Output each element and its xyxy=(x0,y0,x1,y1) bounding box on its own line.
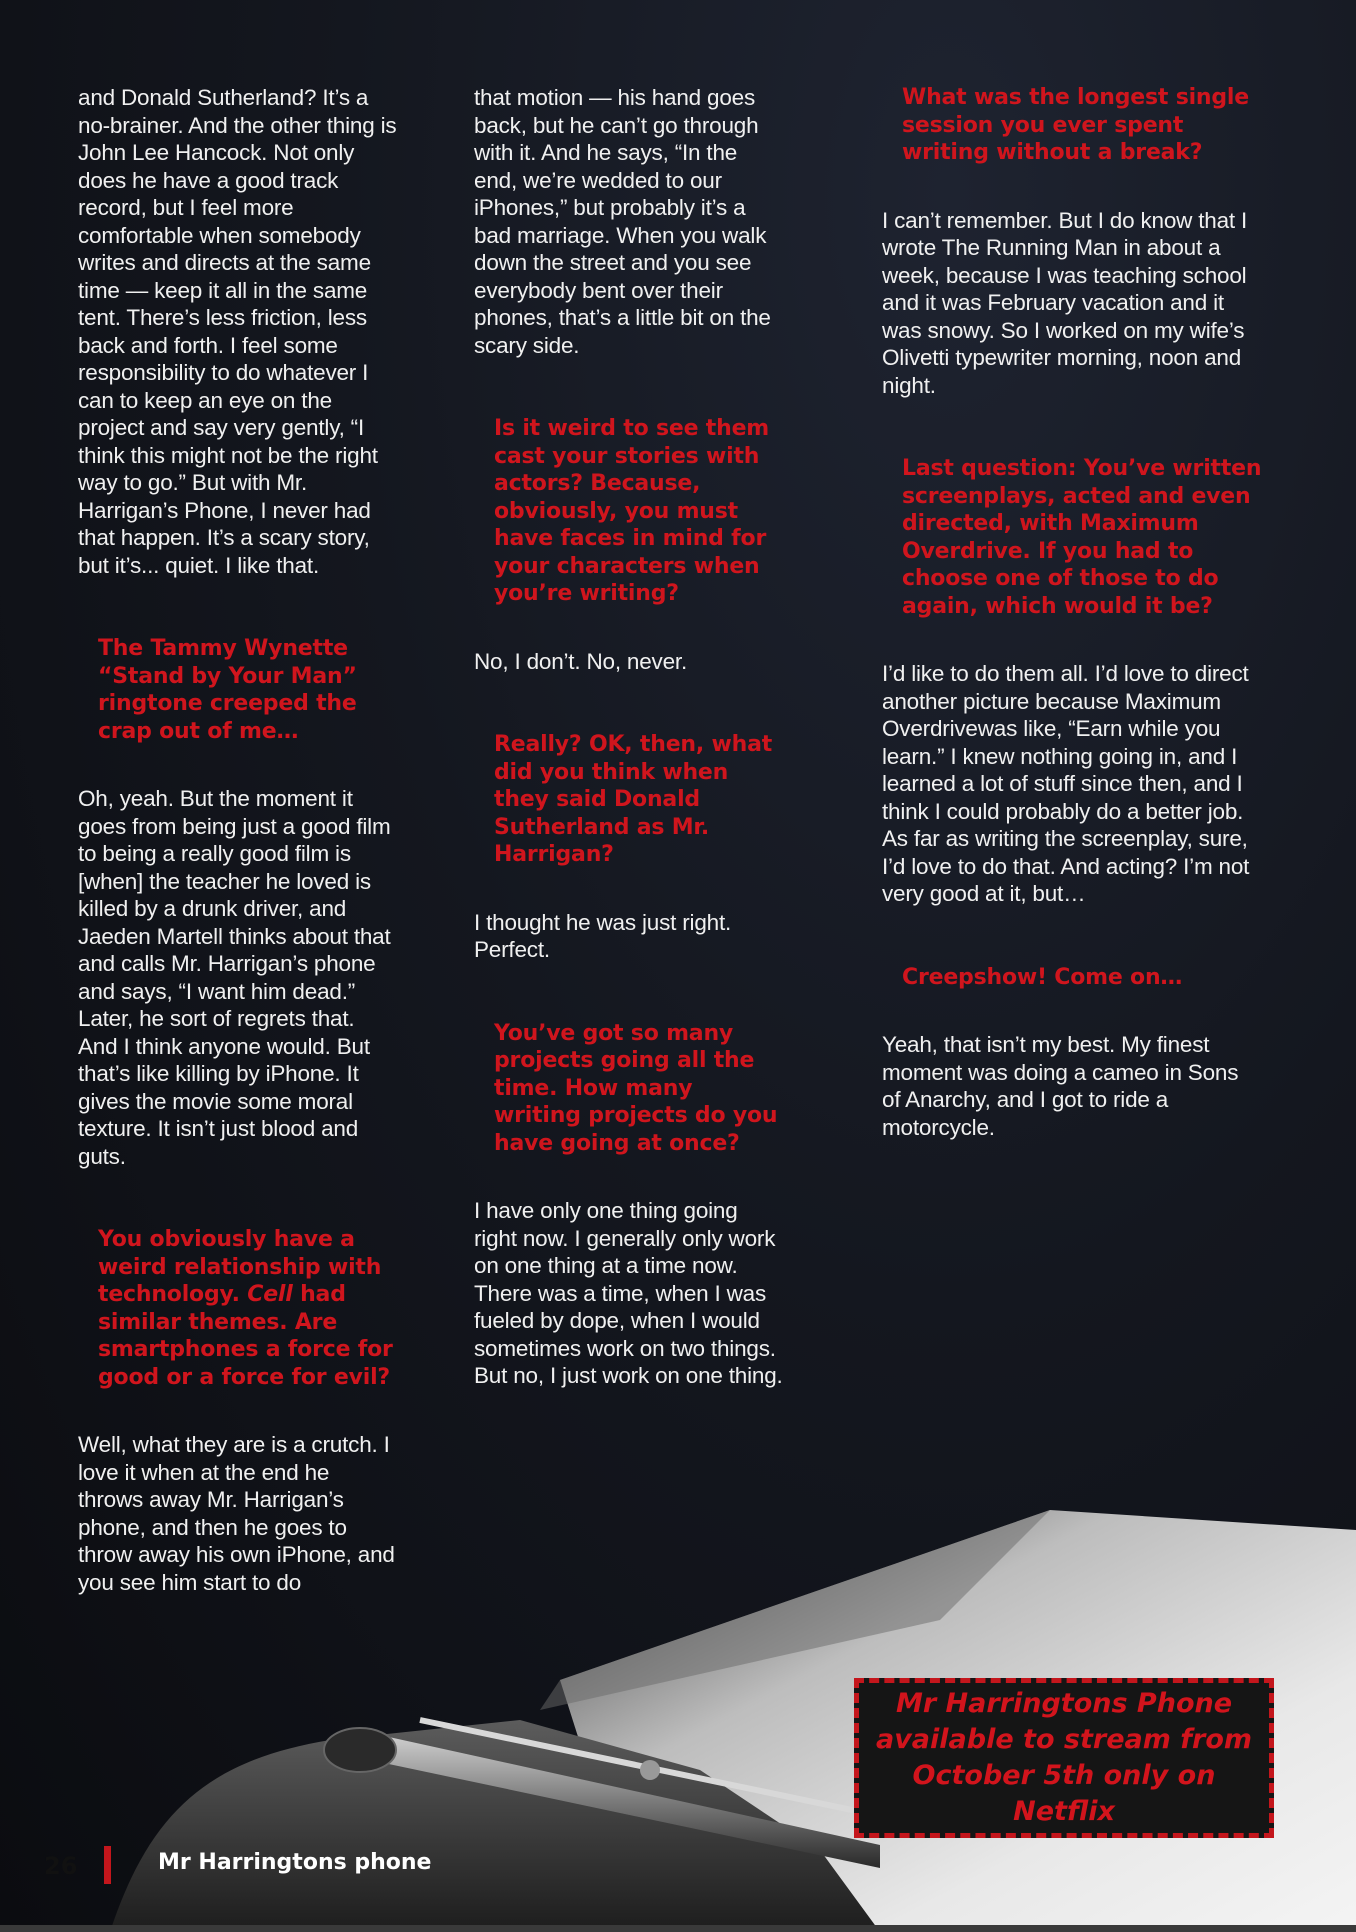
callout-line: Mr Harringtons Phone xyxy=(895,1688,1233,1719)
question-heading: The Tammy Wynette “Stand by Your Man” ringtone creeped the crap out of me… xyxy=(98,636,357,744)
callout-line: available to stream from xyxy=(875,1724,1253,1755)
answer-text: I thought he was just right. Perfect. xyxy=(474,909,732,962)
answer-text: Yeah, that isn’t my best. My finest moment was doing a cameo in Sons of Anarchy, and I got to ride a motorcycle. xyxy=(882,1032,1239,1140)
page-number: 26 xyxy=(44,1852,78,1880)
footer-divider xyxy=(104,1846,111,1884)
callout-line: October 5th only on Netflix xyxy=(912,1760,1216,1827)
question-text: You obviously have a weird relationship with technology. xyxy=(98,1227,382,1307)
question-text: had similar themes. Are smartphones a force for good or a force for evil? xyxy=(98,1282,393,1390)
column-2 xyxy=(474,84,784,1446)
answer-text: I can’t remember. But I do know that I wrote The Running Man in about a week, because I was teaching school and it was February vacation and it was snowy. So I worked on my wife’s Olivetti typewriter morning, noon and night. xyxy=(882,207,1248,398)
question-heading: You’ve got so many projects going all the time. How many writing projects do you have going at once? xyxy=(494,1020,778,1156)
column-1 xyxy=(78,84,398,1652)
answer-text: I’d like to do them all. I’d love to direct another picture because Maximum Overdrivewas like, “Earn while you learn.” I knew nothing going in, and I learned a lot of stuff since then, and I think I could probably do a better job. As far as writing the screenplay, sure, I’d love to do that. And acting? I’m not very good at it, but… xyxy=(882,661,1250,906)
question-heading: What was the longest single session you ever spent writing without a break? xyxy=(902,85,1249,165)
column-3 xyxy=(882,84,1262,1197)
netflix-callout-box xyxy=(854,1678,1274,1838)
question-heading: Last question: You’ve written screenplays, acted and even directed, with Maximum Overdrive. If you had to choose one of those to do again, which would it be? xyxy=(902,456,1262,619)
question-heading: Really? OK, then, what did you think when they said Donald Sutherland as Mr. Harrigan? xyxy=(494,732,773,867)
answer-text: and Donald Sutherland? It’s a no-brainer. And the other thing is John Lee Hancock. Not only does he have a good track record, but I feel more comfortable when somebody writes and directs at the same time — keep it all in the same tent. There’s less friction, less back and forth. I feel some responsibility to do whatever I can to keep an eye on the project and say very gently, “I think this might not be the right way to go.” But with Mr. Harrigan’s Phone, I never had that happen. It’s a scary story, but it’s... quiet. I like that. xyxy=(78,85,397,578)
answer-text: I have only one thing going right now. I generally only work on one thing at a time now. There was a time, when I was fueled by dope, when I would sometimes work on two things. But no, I just work on one thing. xyxy=(474,1198,783,1388)
answer-text: Oh, yeah. But the moment it goes from being just a good film to being a really good film is [when] the teacher he loved is killed by a drunk driver, and Jaeden Martell thinks about that and calls Mr. Harrigan’s phone and says, “I want him dead.” Later, he sort of regrets that. And I think anyone would. But that’s like killing by iPhone. It gives the movie some moral texture. It isn’t just blood and guts. xyxy=(78,786,391,1169)
question-heading: Creepshow! Come on… xyxy=(902,964,1183,990)
book-title-cell: Cell xyxy=(247,1282,293,1307)
running-title: Mr Harringtons phone xyxy=(158,1850,432,1875)
answer-text: that motion — his hand goes back, but he can’t go through with it. And he says, “In the end, we’re wedded to our iPhones,” but probably it’s a bad marriage. When you walk down the street and you see everybody bent over their phones, that’s a little bit on the scary side. xyxy=(474,85,771,358)
answer-text: No, I don’t. No, never. xyxy=(474,648,688,674)
answer-text: Well, what they are is a crutch. I love it when at the end he throws away Mr. Harrigan’s phone, and then he goes to throw away his own iPhone, and you see him start to do xyxy=(78,1432,395,1595)
question-heading: Is it weird to see them cast your stories with actors? Because, obviously, you must have faces in mind for your characters when you’re writing? xyxy=(494,416,770,606)
question-heading xyxy=(78,1226,398,1391)
